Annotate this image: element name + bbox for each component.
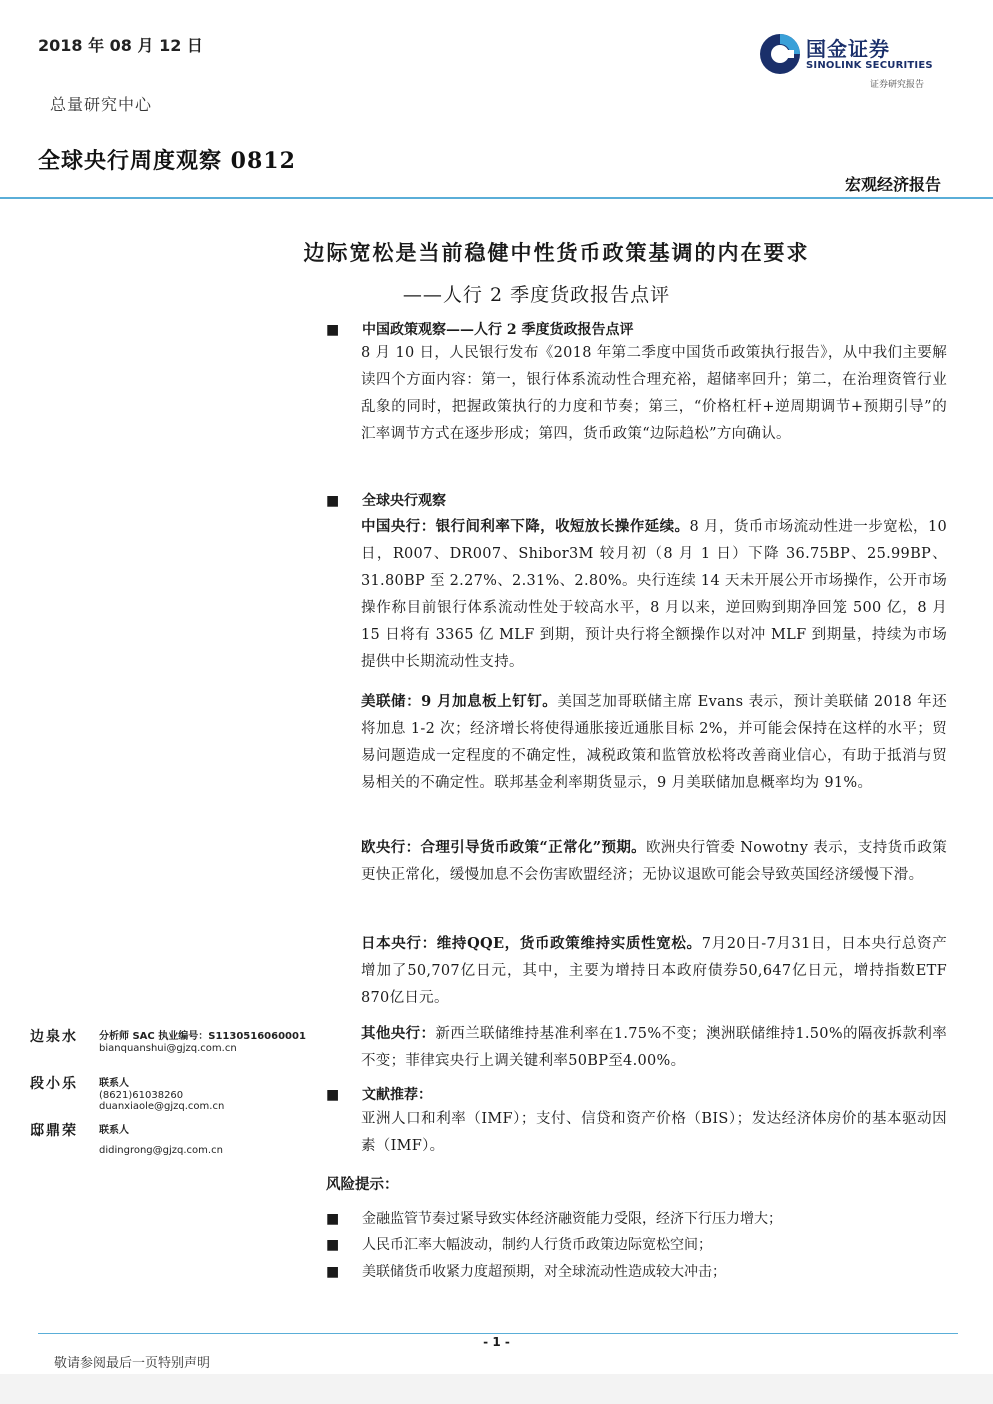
- author-name: 邸鼎荣: [30, 1123, 78, 1139]
- page-number: - 1 -: [483, 1335, 510, 1349]
- risk-item: ■ 人民币汇率大幅波动，制约人行货币政策边际宽松空间；: [326, 1237, 712, 1253]
- logo-name-en: SINOLINK SECURITIES: [806, 60, 933, 71]
- risk-item: ■ 美联储货币收紧力度超预期，对全球流动性造成较大冲击；: [326, 1264, 726, 1280]
- bullet-square-icon: ■: [326, 1237, 340, 1253]
- author-info: 联系人 (8621)61038260 duanxiaole@gjzq.com.cn: [99, 1078, 225, 1112]
- logo-mark-icon: [756, 30, 804, 78]
- risk-heading: 风险提示：: [326, 1176, 399, 1193]
- author-name: 边泉水: [30, 1029, 78, 1045]
- section-heading: ■ 全球央行观察: [326, 493, 446, 509]
- bullet-square-icon: ■: [326, 1264, 340, 1280]
- report-type: 宏观经济报告: [844, 175, 941, 194]
- logo-subtitle: 证券研究报告: [870, 80, 925, 90]
- author-info: 分析师 SAC 执业编号：S1130516060001 bianquanshui@gjzq.com.cn: [99, 1031, 306, 1054]
- series-title: 全球央行周度观察 0812: [38, 148, 296, 174]
- paragraph-ecb: 欧央行：合理引导货币政策“正常化”预期。欧洲央行管委 Nowotny 表示，支持货币政策更快正常化，缓慢加息不会伤害欧盟经济；无协议退欧可能会导致英国经济缓慢下滑。: [361, 839, 947, 883]
- report-date: 2018 年 08 月 12 日: [38, 36, 203, 55]
- footer-band: [0, 1374, 993, 1404]
- logo-name-cn: 国金证券: [806, 37, 890, 61]
- author-info: 联系人 didingrong@gjzq.com.cn: [99, 1125, 223, 1156]
- bullet-square-icon: ■: [326, 493, 340, 509]
- bullet-square-icon: ■: [326, 322, 340, 338]
- author-email[interactable]: bianquanshui@gjzq.com.cn: [99, 1042, 237, 1054]
- department: 总量研究中心: [50, 95, 153, 114]
- bullet-square-icon: ■: [326, 1087, 340, 1103]
- header-divider: [0, 197, 993, 199]
- author-name: 段小乐: [30, 1076, 78, 1092]
- main-title: 边际宽松是当前稳健中性货币政策基调的内在要求: [303, 240, 810, 265]
- section-heading: ■ 文献推荐：: [326, 1087, 432, 1103]
- bullet-square-icon: ■: [326, 1211, 340, 1227]
- paragraph-other-cb: 其他央行：新西兰联储维持基准利率在1.75%不变；澳洲联储维持1.50%的隔夜拆款利率不变；菲律宾央行上调关键利率50BP至4.00%。: [361, 1025, 948, 1069]
- author-phone: (8621)61038260: [99, 1089, 184, 1101]
- section-heading: ■ 中国政策观察——人行 2 季度货政报告点评: [326, 322, 634, 338]
- paragraph-literature: 亚洲人口和利率（IMF）；支付、信贷和资产价格（BIS）；发达经济体房价的基本驱动因素（IMF）。: [361, 1111, 947, 1154]
- risk-item: ■ 金融监管节奏过紧导致实体经济融资能力受限，经济下行压力增大；: [326, 1211, 782, 1227]
- sub-title: ——人行 2 季度货政报告点评: [402, 284, 671, 306]
- author-email[interactable]: didingrong@gjzq.com.cn: [99, 1144, 223, 1156]
- author-email[interactable]: duanxiaole@gjzq.com.cn: [99, 1101, 225, 1112]
- disclaimer-note: 敬请参阅最后一页特别声明: [54, 1356, 211, 1371]
- paragraph: 8 月 10 日，人民银行发布《2018 年第二季度中国货币政策执行报告》，从中我们主要解读四个方面内容：第一，银行体系流动性合理充裕，超储率回升；第二，在治理资管行业乱象的同时，把握政策执行的力度和节奏；第三，“价格杠杆+逆周期调节+预期引导”的汇率调节方式在逐步形成；第四，货币政策“边际趋松”方向确认。: [361, 345, 947, 442]
- footer-divider: [38, 1333, 958, 1334]
- paragraph-pboc: 中国央行：银行间利率下降，收短放长操作延续。8 月，货币市场流动性进一步宽松，10 日，R007、DR007、Shibor3M 较月初（8 月 1 日）下降 36.75BP、25.99BP、31.80BP 至 2.27%、2.31%、2.80%。央行连续 14 天未开展公开市场操作，公开市场操作称目前银行体系流动性处于较高水平，8 月以来，逆回购到期净回笼 500 亿，8 月 15 日将有 3365 亿 MLF 到期，预计央行将全额操作以对冲 MLF 到期量，持续为市场提供中长期流动性支持。: [361, 518, 948, 670]
- paragraph-boj: 日本央行：维持QQE，货币政策维持实质性宽松。7月20日-7月31日，日本央行总资产增加了50,707亿日元，其中，主要为增持日本政府债券50,647亿日元，增持指数ETF 870亿日元。: [361, 935, 947, 1006]
- paragraph-fed: 美联储：9 月加息板上钉钉。美国芝加哥联储主席 Evans 表示，预计美联储 2018 年还将加息 1-2 次；经济增长将使得通胀接近通胀目标 2%，并可能会保持在这样的水平；贸易问题造成一定程度的不确定性，减税政策和监管放松将改善商业信心，有助于抵消与贸易相关的不确定性。联邦基金利率期货显示，9 月美联储加息概率均为 91%。: [361, 693, 948, 791]
